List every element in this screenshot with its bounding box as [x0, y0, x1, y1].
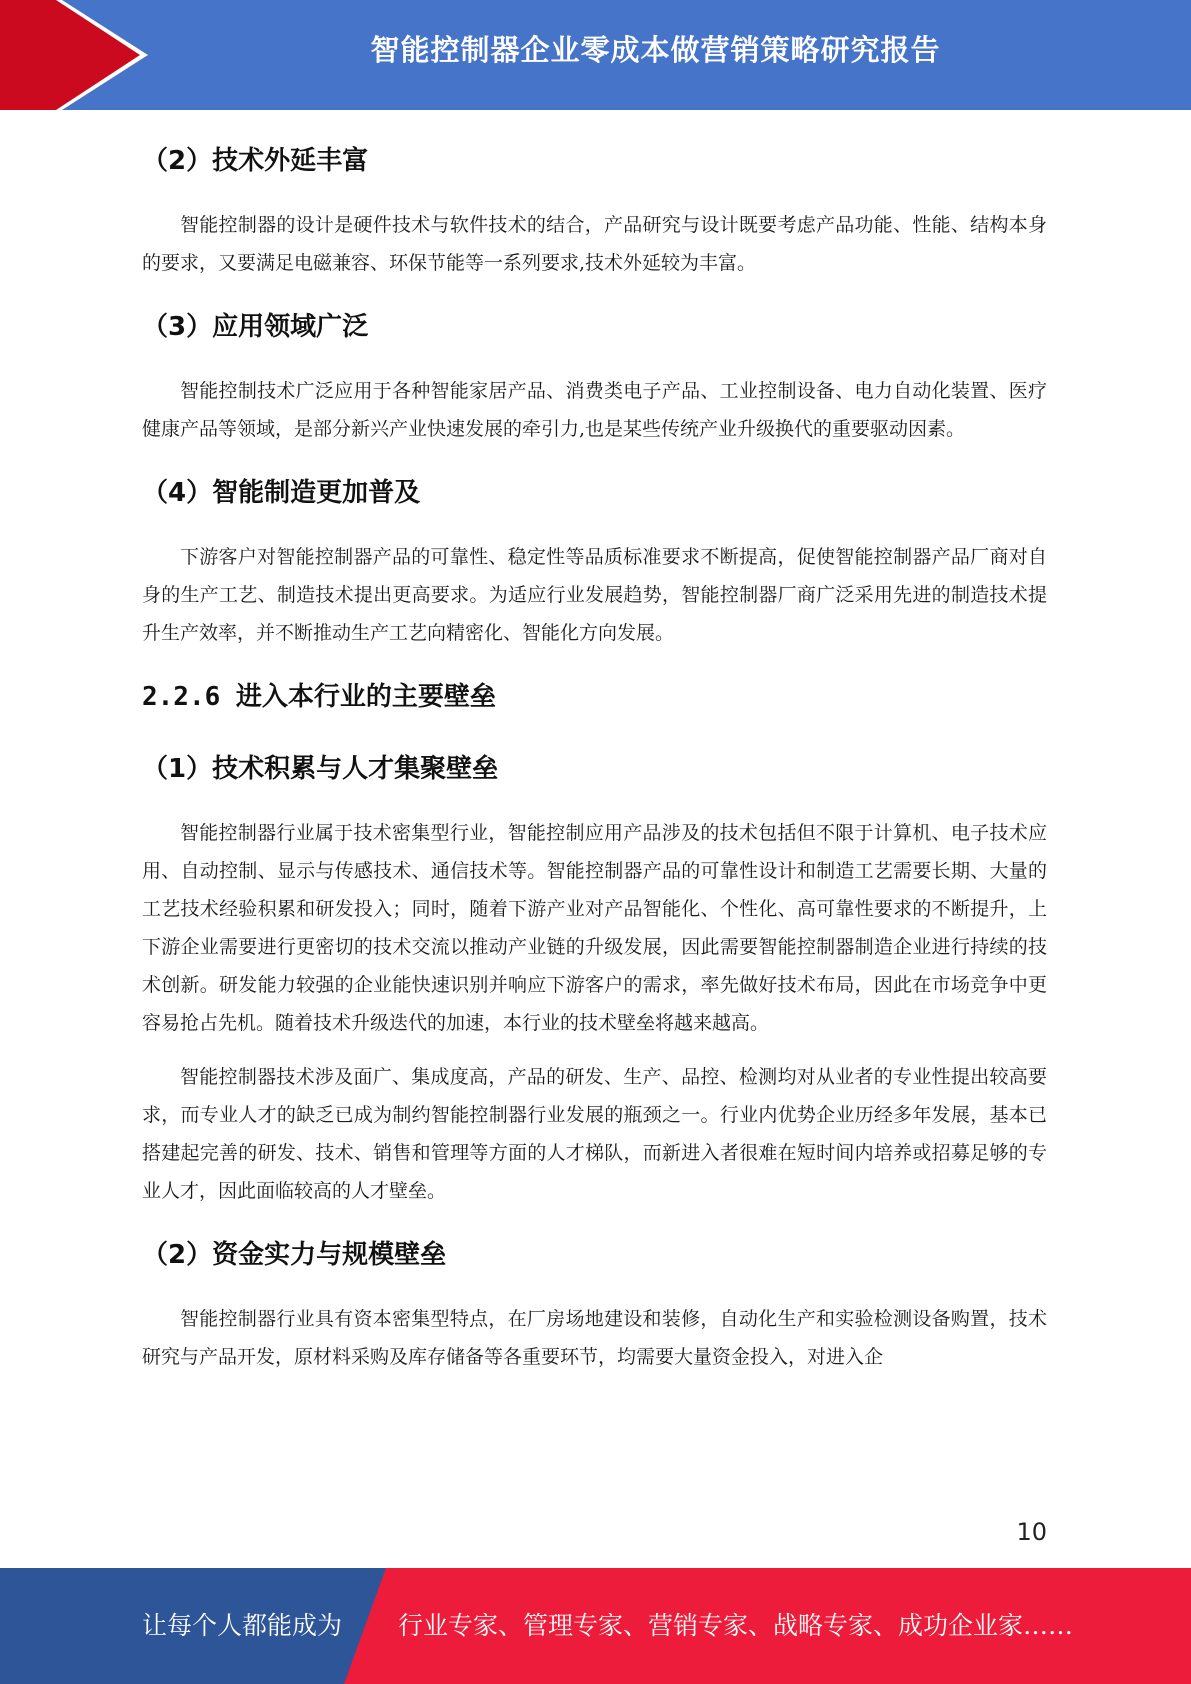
section-heading: （2）技术外延丰富 [142, 146, 369, 176]
page-number: 10 [1016, 1518, 1047, 1546]
page-header [0, 0, 1191, 110]
section-heading: （4）智能制造更加普及 [142, 478, 421, 508]
body-paragraph: 智能控制器技术涉及面广、集成度高，产品的研发、生产、品控、检测均对从业者的专业性提出较高要求，而专业人才的缺乏已成为制约智能控制器行业发展的瓶颈之一。行业内优势企业历经多年发展，基本已搭建起完善的研发、技术、销售和管理等方面的人才梯队，而新进入者很难在短时间内培养或招募足够的专业人才，因此面临较高的人才壁垒。 [142, 1066, 1047, 1202]
body-paragraph: 下游客户对智能控制器产品的可靠性、稳定性等品质标准要求不断提高，促使智能控制器产品厂商对自身的生产工艺、制造技术提出更高要求。为适应行业发展趋势，智能控制器厂商广泛采用先进的制造技术提升生产效率，并不断推动生产工艺向精密化、智能化方向发展。 [142, 546, 1047, 644]
footer-slogan-right: 行业专家、管理专家、营销专家、战略专家、成功企业家…… [398, 1611, 1074, 1640]
section-heading: （2）资金实力与规模壁垒 [142, 1240, 447, 1270]
section-heading: （1）技术积累与人才集聚壁垒 [142, 754, 499, 784]
body-paragraph: 智能控制器行业属于技术密集型行业，智能控制应用产品涉及的技术包括但不限于计算机、电子技术应用、自动控制、显示与传感技术、通信技术等。智能控制器产品的可靠性设计和制造工艺需要长期、大量的工艺技术经验积累和研发投入；同时，随着下游产业对产品智能化、个性化、高可靠性要求的不断提升，上下游企业需要进行更密切的技术交流以推动产业链的升级发展，因此需要智能控制器制造企业进行持续的技术创新。研发能力较强的企业能快速识别并响应下游客户的需求，率先做好技术布局，因此在市场竞争中更容易抢占先机。随着技术升级迭代的加速，本行业的技术壁垒将越来越高。 [142, 822, 1047, 1034]
body-paragraph: 智能控制技术广泛应用于各种智能家居产品、消费类电子产品、工业控制设备、电力自动化装置、医疗健康产品等领域，是部分新兴产业快速发展的牵引力,也是某些传统产业升级换代的重要驱动因素。 [142, 380, 1047, 440]
body-paragraph: 智能控制器行业具有资本密集型特点，在厂房场地建设和装修，自动化生产和实验检测设备购置，技术研究与产品开发，原材料采购及库存储备等各重要环节，均需要大量资金投入，对进入企 [142, 1308, 1047, 1368]
body-paragraph: 智能控制器的设计是硬件技术与软件技术的结合，产品研究与设计既要考虑产品功能、性能、结构本身的要求，又要满足电磁兼容、环保节能等一系列要求,技术外延较为丰富。 [142, 214, 1047, 274]
page-footer [0, 1568, 1191, 1684]
footer-slogan-left: 让每个人都能成为 [142, 1611, 343, 1640]
section-heading: （3）应用领域广泛 [142, 312, 369, 342]
document-body [142, 118, 1047, 1392]
report-title: 智能控制器企业零成本做营销策略研究报告 [370, 33, 941, 67]
section-heading: 2.2.6 进入本行业的主要壁垒 [142, 682, 496, 712]
